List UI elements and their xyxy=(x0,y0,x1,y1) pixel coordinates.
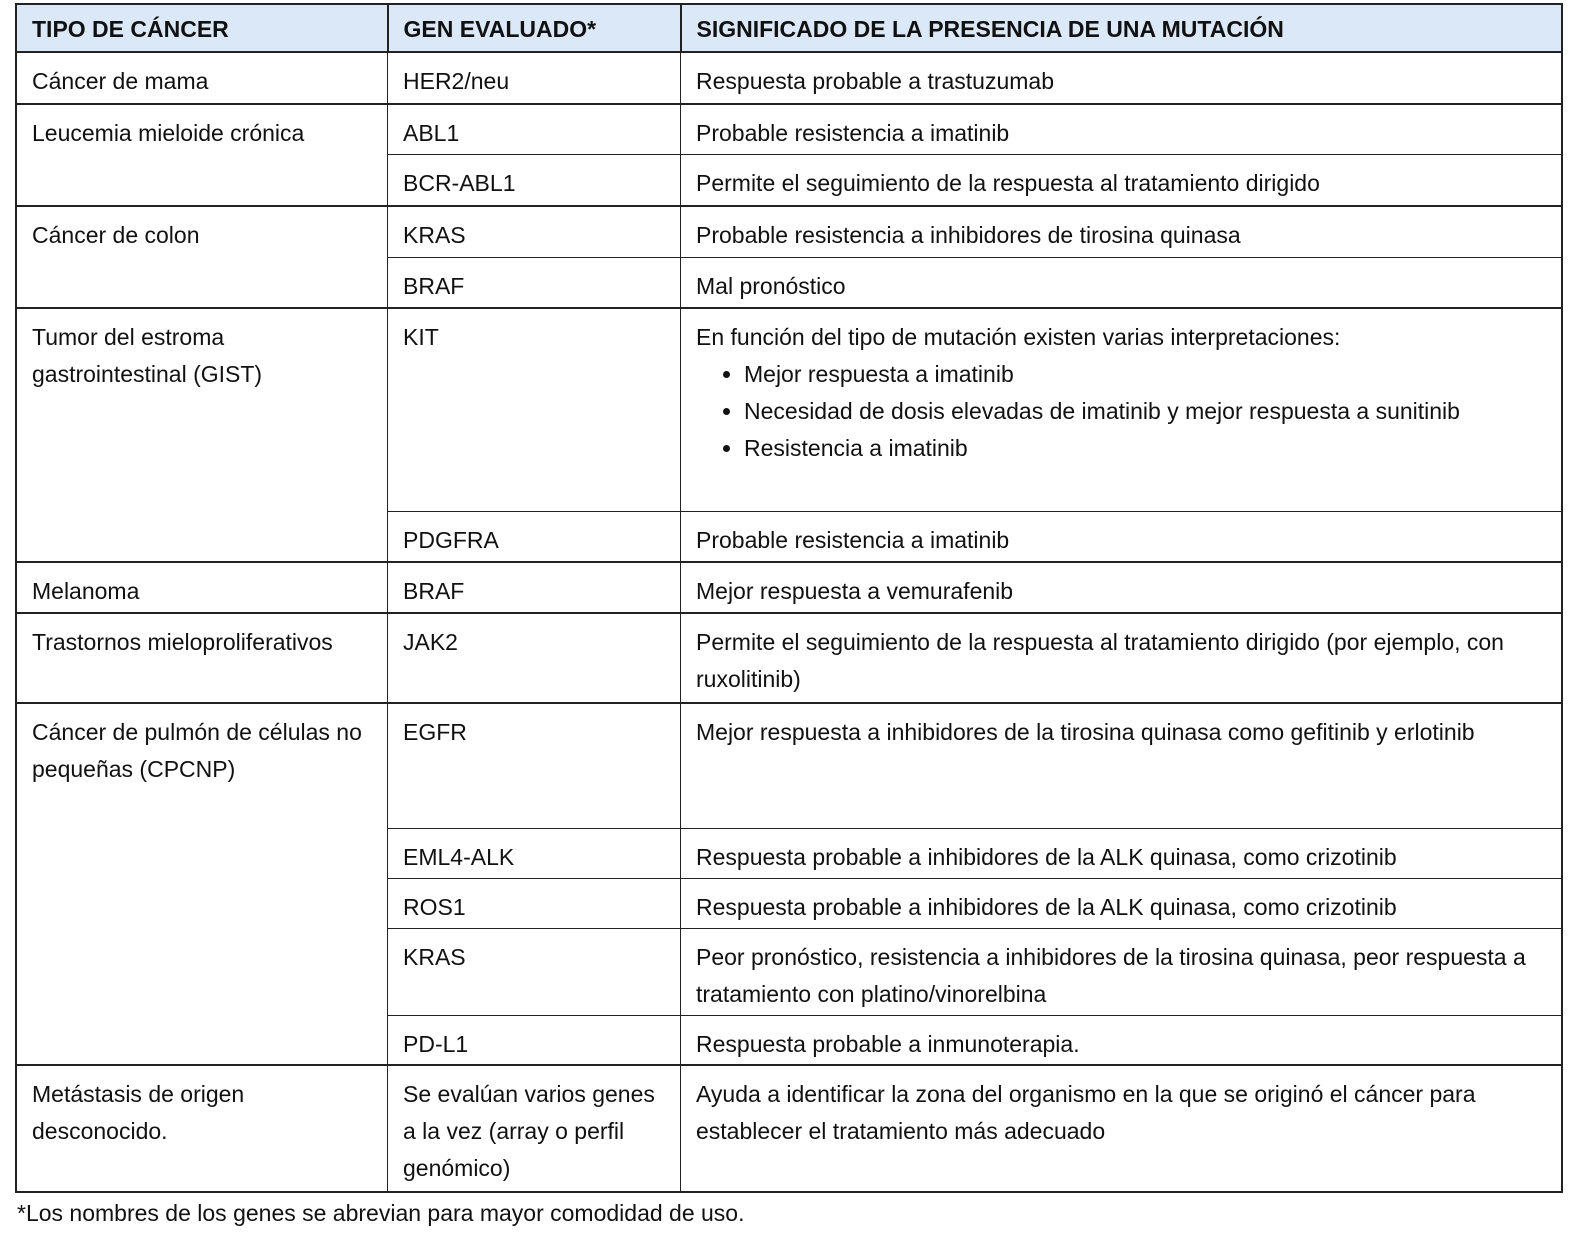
list-item: • Resistencia a imatinib xyxy=(744,430,1546,467)
table-row xyxy=(16,1065,1562,1192)
meaning-cell xyxy=(681,308,1563,511)
footnote: *Los nombres de los genes se abrevian para mayor comodidad de uso. xyxy=(17,1200,745,1226)
list-item: • Necesidad de dosis elevadas de imatinib y mejor respuesta a sunitinib xyxy=(744,393,1546,430)
cancer-cell: Metástasis de origen desconocido. xyxy=(16,1065,388,1192)
meaning-cell: Permite el seguimiento de la respuesta al tratamiento dirigido xyxy=(681,154,1563,206)
meaning-cell: Peor pronóstico, resistencia a inhibidores de la tirosina quinasa, peor respuesta a tratamiento con platino/vinorelbina xyxy=(681,928,1563,1015)
meaning-cell: Mejor respuesta a inhibidores de la tirosina quinasa como gefitinib y erlotinib xyxy=(681,703,1563,828)
table-row xyxy=(16,613,1562,703)
gene-cell: EGFR xyxy=(388,703,681,828)
meaning-cell: Respuesta probable a inhibidores de la ALK quinasa, como crizotinib xyxy=(681,828,1563,878)
cancer-mutation-table xyxy=(15,3,1563,1193)
gene-cell: BRAF xyxy=(388,257,681,308)
gene-cell: KIT xyxy=(388,308,681,511)
gene-cell: JAK2 xyxy=(388,613,681,703)
table-row xyxy=(16,703,1562,828)
header-row xyxy=(16,4,1562,52)
cancer-cell: Cáncer de mama xyxy=(16,52,388,104)
gene-cell: HER2/neu xyxy=(388,52,681,104)
table-row xyxy=(16,52,1562,104)
gene-cell: ABL1 xyxy=(388,104,681,154)
cancer-cell: Cáncer de colon xyxy=(16,206,388,308)
gene-cell: PD-L1 xyxy=(388,1015,681,1065)
gene-cell: BRAF xyxy=(388,562,681,613)
table-row xyxy=(16,206,1562,257)
gene-cell: EML4-ALK xyxy=(388,828,681,878)
cancer-cell: Tumor del estroma gastrointestinal (GIST) xyxy=(16,308,388,562)
header-gene: GEN EVALUADO* xyxy=(388,4,681,52)
meaning-cell: Respuesta probable a trastuzumab xyxy=(681,52,1563,104)
header-cancer-type: TIPO DE CÁNCER xyxy=(16,4,388,52)
list-item: • Mejor respuesta a imatinib xyxy=(744,356,1546,393)
cancer-cell: Melanoma xyxy=(16,562,388,613)
header-meaning: SIGNIFICADO DE LA PRESENCIA DE UNA MUTACIÓN xyxy=(681,4,1563,52)
meaning-cell: Respuesta probable a inmunoterapia. xyxy=(681,1015,1563,1065)
table-row xyxy=(16,308,1562,511)
meaning-cell: Permite el seguimiento de la respuesta al tratamiento dirigido (por ejemplo, con ruxolitinib) xyxy=(681,613,1563,703)
cancer-cell: Trastornos mieloproliferativos xyxy=(16,613,388,703)
gene-cell: KRAS xyxy=(388,928,681,1015)
table-row xyxy=(16,104,1562,154)
cancer-cell: Leucemia mieloide crónica xyxy=(16,104,388,206)
meaning-cell: Respuesta probable a inhibidores de la ALK quinasa, como crizotinib xyxy=(681,878,1563,928)
gene-cell: Se evalúan varios genes a la vez (array o perfil genómico) xyxy=(388,1065,681,1192)
gene-cell: BCR-ABL1 xyxy=(388,154,681,206)
meaning-cell: Mal pronóstico xyxy=(681,257,1563,308)
table-row xyxy=(16,562,1562,613)
gene-cell: KRAS xyxy=(388,206,681,257)
cancer-cell: Cáncer de pulmón de células no pequeñas (CPCNP) xyxy=(16,703,388,1065)
meaning-cell: Mejor respuesta a vemurafenib xyxy=(681,562,1563,613)
meaning-cell: Probable resistencia a imatinib xyxy=(681,511,1563,562)
meaning-cell: Probable resistencia a imatinib xyxy=(681,104,1563,154)
meaning-cell: Probable resistencia a inhibidores de tirosina quinasa xyxy=(681,206,1563,257)
interpretation-list xyxy=(696,356,1546,467)
gene-cell: ROS1 xyxy=(388,878,681,928)
meaning-intro: En función del tipo de mutación existen varias interpretaciones: xyxy=(696,324,1341,350)
meaning-cell: Ayuda a identificar la zona del organismo en la que se originó el cáncer para establecer el tratamiento más adecuado xyxy=(681,1065,1563,1192)
gene-cell: PDGFRA xyxy=(388,511,681,562)
